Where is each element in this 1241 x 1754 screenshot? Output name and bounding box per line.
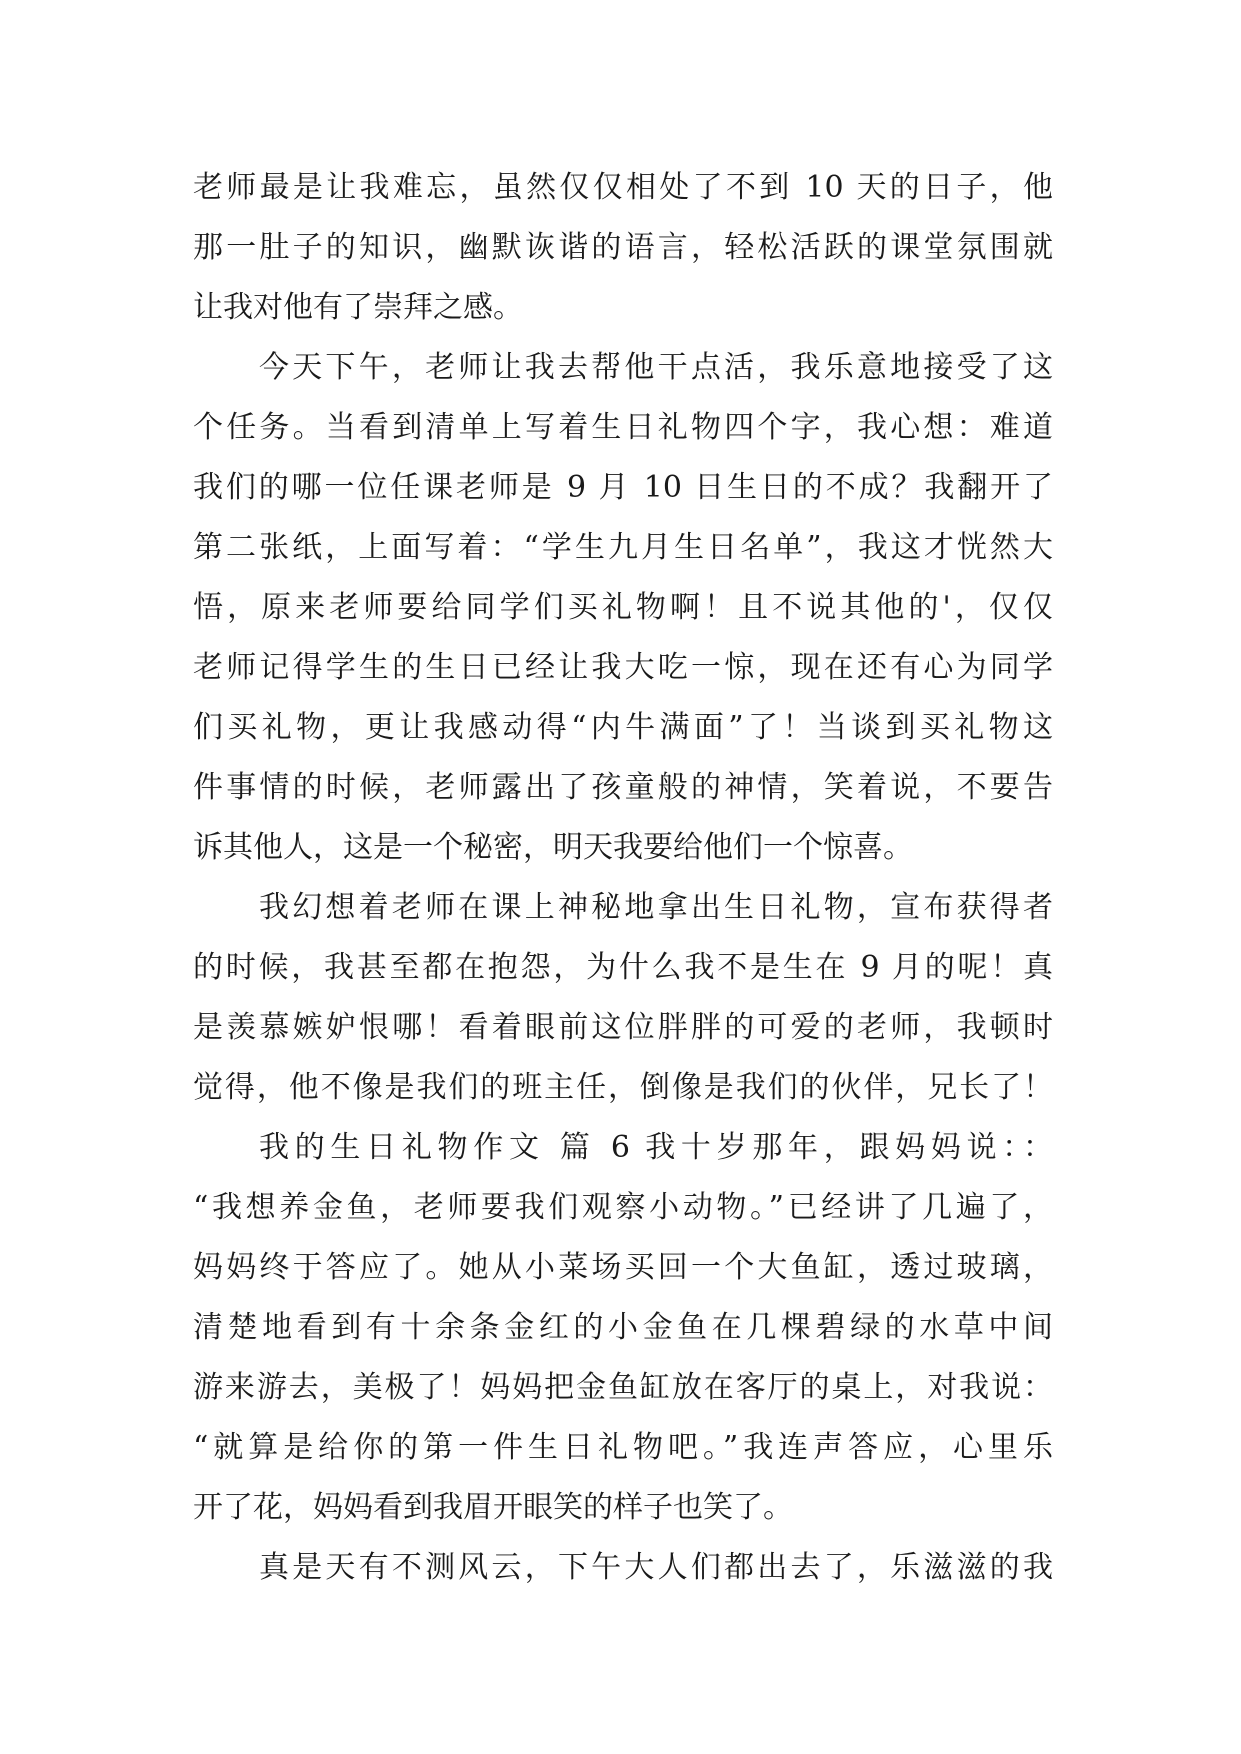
text-line: 真是天有不测风云，下午大人们都出去了，乐滋滋的我 [259, 1550, 1053, 1585]
text-line: 我们的哪一位任课老师是 9 月 10 日生日的不成？我翻开了 [193, 470, 1053, 505]
text-line: 妈妈终于答应了。她从小菜场买回一个大鱼缸，透过玻璃， [193, 1250, 1053, 1285]
text-line: 件事情的时候，老师露出了孩童般的神情，笑着说，不要告 [193, 770, 1053, 805]
text-line: “我想养金鱼，老师要我们观察小动物。”已经讲了几遍了， [193, 1190, 1053, 1225]
text-line: “就算是给你的第一件生日礼物吧。”我连声答应，心里乐 [193, 1430, 1053, 1465]
text-line: 让我对他有了崇拜之感。 [193, 290, 523, 325]
text-line: 悟，原来老师要给同学们买礼物啊！且不说其他的'，仅仅 [193, 590, 1053, 625]
essay-text [193, 158, 1053, 1598]
text-line: 我的生日礼物作文 篇 6 我十岁那年，跟妈妈说：： [259, 1130, 1053, 1165]
text-line: 今天下午，老师让我去帮他干点活，我乐意地接受了这 [259, 350, 1053, 385]
text-line: 老师最是让我难忘，虽然仅仅相处了不到 10 天的日子，他 [193, 170, 1053, 205]
text-line: 第二张纸，上面写着：“学生九月生日名单”，我这才恍然大 [193, 530, 1053, 565]
text-line: 诉其他人，这是一个秘密，明天我要给他们一个惊喜。 [193, 830, 913, 865]
text-line: 的时候，我甚至都在抱怨，为什么我不是生在 9 月的呢！真 [193, 950, 1053, 985]
text-line: 清楚地看到有十余条金红的小金鱼在几棵碧绿的水草中间 [193, 1310, 1053, 1345]
text-line: 们买礼物，更让我感动得“内牛满面”了！当谈到买礼物这 [193, 710, 1053, 745]
text-line: 个任务。当看到清单上写着生日礼物四个字，我心想：难道 [193, 410, 1053, 445]
text-line: 那一肚子的知识，幽默诙谐的语言，轻松活跃的课堂氛围就 [193, 230, 1053, 265]
text-line: 开了花，妈妈看到我眉开眼笑的样子也笑了。 [193, 1490, 793, 1525]
text-line: 觉得，他不像是我们的班主任，倒像是我们的伙伴，兄长了！ [193, 1070, 1053, 1105]
text-line: 我幻想着老师在课上神秘地拿出生日礼物，宣布获得者 [259, 890, 1053, 925]
text-line: 老师记得学生的生日已经让我大吃一惊，现在还有心为同学 [193, 650, 1053, 685]
text-line: 游来游去，美极了！妈妈把金鱼缸放在客厅的桌上，对我说： [193, 1370, 1053, 1405]
text-line: 是羡慕嫉妒恨哪！看着眼前这位胖胖的可爱的老师，我顿时 [193, 1010, 1053, 1045]
